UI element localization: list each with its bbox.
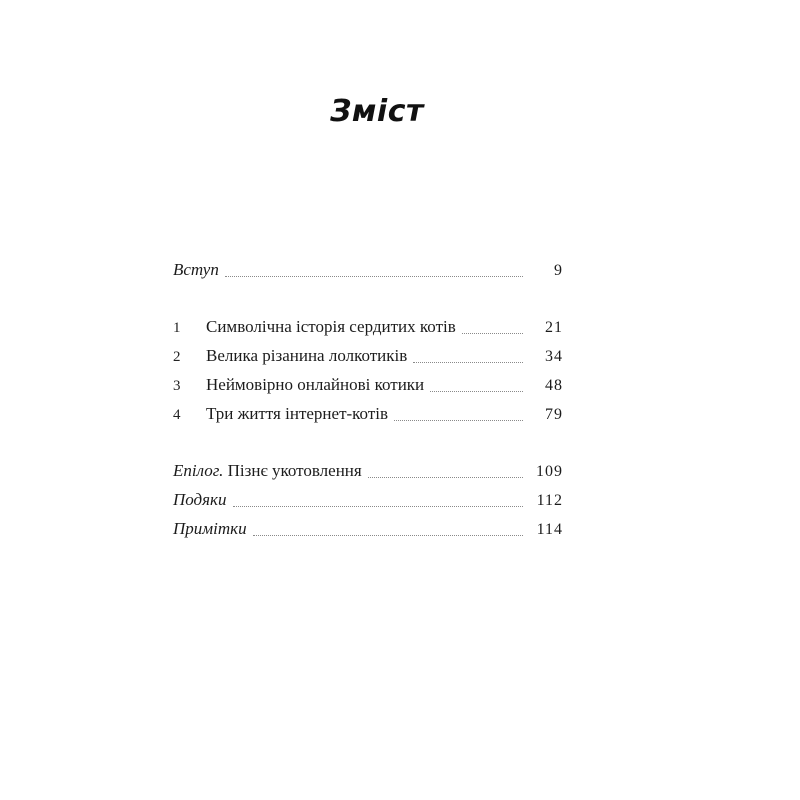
toc-entry-label: Вступ: [173, 260, 219, 279]
toc-entry-label: Велика різанина лолкотиків: [206, 346, 408, 365]
toc-entry-chapter: [173, 373, 563, 402]
toc-page-number: 109: [536, 463, 563, 480]
toc-entry-label: Епілог. Пізнє укотовлення: [173, 461, 362, 480]
chapter-number: 2: [173, 349, 181, 365]
toc-page-number: 79: [545, 406, 563, 423]
toc-entry-notes: [173, 517, 563, 546]
toc-entry-acknowledgements: [173, 488, 563, 517]
toc-entry-label: Примітки: [173, 519, 247, 538]
toc-page-number: 114: [536, 521, 563, 538]
dot-leader: [225, 275, 523, 277]
toc-entry-label: Неймовірно онлайнові котики: [206, 375, 425, 394]
chapter-number: 3: [173, 378, 181, 394]
dot-leader: [253, 534, 523, 536]
toc-page-number: 21: [545, 319, 563, 336]
toc-entry-label: Три життя інтернет-котів: [206, 404, 389, 423]
toc-page-number: 34: [545, 348, 563, 365]
toc-entry-chapter: [173, 402, 563, 431]
dot-leader: [368, 476, 523, 478]
chapter-number: 1: [173, 320, 181, 336]
page-title: Зміст: [330, 94, 424, 129]
toc-page-number: 9: [554, 262, 563, 279]
chapter-number: 4: [173, 407, 181, 423]
toc-entry-intro: [173, 258, 563, 287]
toc-page-number: 48: [545, 377, 563, 394]
section-spacer: [173, 431, 563, 459]
dot-leader: [462, 332, 523, 334]
dot-leader: [413, 361, 523, 363]
dot-leader: [430, 390, 523, 392]
toc-page-number: 112: [536, 492, 563, 509]
table-of-contents: [173, 258, 563, 546]
toc-entry-chapter: [173, 344, 563, 373]
toc-entry-label: Подяки: [173, 490, 227, 509]
toc-entry-chapter: [173, 315, 563, 344]
toc-entry-label: Символічна історія сердитих котів: [206, 317, 456, 336]
section-spacer: [173, 287, 563, 315]
toc-entry-epilogue: [173, 459, 563, 488]
dot-leader: [394, 419, 523, 421]
dot-leader: [233, 505, 523, 507]
